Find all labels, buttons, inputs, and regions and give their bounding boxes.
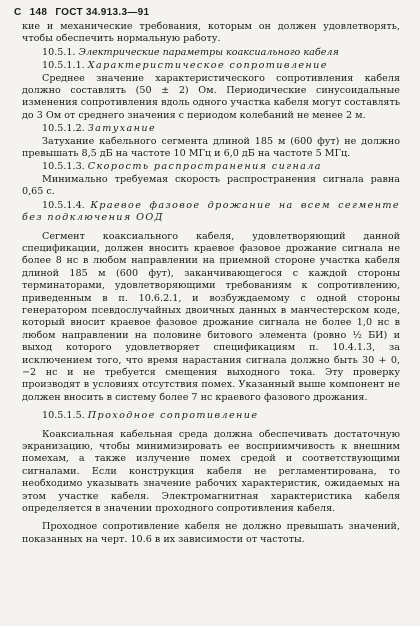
section-title: Затухание <box>87 123 157 135</box>
body-text <box>22 21 400 546</box>
section-heading <box>22 60 400 72</box>
section-number: 10.5.1.5. <box>42 410 85 422</box>
standard-code: ГОСТ 34.913.3—91 <box>55 7 150 18</box>
section-heading <box>22 200 400 225</box>
section-title: Краевое фазовое дрожание на всем сегменте без подключения ООД <box>22 199 400 224</box>
section-title: Электрические параметры коаксиального кабеля <box>78 46 339 58</box>
corner-mark: С <box>14 7 22 18</box>
paragraph: Проходное сопротивление кабеля не должно превышать значений, показанных на черт. 10.6 в их зависимости от частоты. <box>22 521 400 545</box>
page-header <box>14 7 154 19</box>
section-number: 10.5.1.4. <box>42 199 85 211</box>
section-title: Скорость распространения сигнала <box>87 161 322 173</box>
section-title: Характеристическое сопротивление <box>87 60 328 72</box>
section-number: 10.5.1.3. <box>42 161 85 173</box>
text-continuation: кие и механические требования, которым он должен удовлетворять, чтобы обеспечить нормальную работу. <box>22 21 400 45</box>
paragraph: Среднее значение характеристического сопротивления кабеля должно составлять (50 ± 2) Ом. Периодические синусоидальные изменения сопротивления вдоль одного участка кабеля могут составлять до 3 Ом от среднего значения с периодом колебаний не менее 2 м. <box>22 72 400 121</box>
section-heading <box>22 47 400 59</box>
paragraph: Минимально требуемая скорость распространения сигнала равна 0,65 с. <box>22 173 400 198</box>
section-number: 10.5.1.1. <box>42 60 85 72</box>
section-title: Проходное сопротивление <box>87 410 259 422</box>
paragraph: Затухание кабельного сегмента длиной 185 м (600 фут) не должно превышать 8,5 дБ на частоте 10 МГц и 6,0 дБ на частоте 5 МГц. <box>22 135 400 160</box>
paragraph: Сегмент коаксиального кабеля, удовлетворяющий данной спецификации, должен вносить краевое фазовое дрожание сигнала не более 8 нс в любом направлении на приемной стороне участка кабеля длиной 185 м (600 фут), заканчивающегося с каждой стороны терминаторами, удовлетворяющими требованиям к сопротивлению, приведенным в п. 10.6.2.1, и возбуждаемому с одной стороны генератором псевдослучайных двоичных данных в манчестерском коде, который вносит краевое фазовое дрожание сигнала не более 1,0 нс в любом направлении на половине битового элемента (ровно ½ БИ) и выход которого удовлетворяет спецификациям п. 10.4.1.3, за исключением того, что время нарастания сигнала должно быть 30 + 0, −2 нс и не требуется смещения выходного тока. Эту проверку производят в условиях отсутствия помех. Указанный выше компонент не должен вносить в систему более 7 нс краевого фазового дрожания. <box>22 230 400 403</box>
section-heading <box>22 410 400 422</box>
section-heading <box>22 123 400 135</box>
section-number: 10.5.1. <box>42 46 76 58</box>
section-heading <box>22 161 400 173</box>
section-number: 10.5.1.2. <box>42 123 85 135</box>
page-number: 148 <box>29 7 48 18</box>
paragraph: Коаксиальная кабельная среда должна обеспечивать достаточную экранизацию, чтобы минимизировать ее восприимчивость к внешним помехам, а также излучение помех средой и соответствующими сигналами. Если конструкция кабеля не регламентирована, то необходимо указывать значение рабочих характеристик, ожидаемых на этом участке кабеля. Электромагнитная характеристика кабеля определяется в значении проходного сопротивления кабеля. <box>22 428 400 515</box>
